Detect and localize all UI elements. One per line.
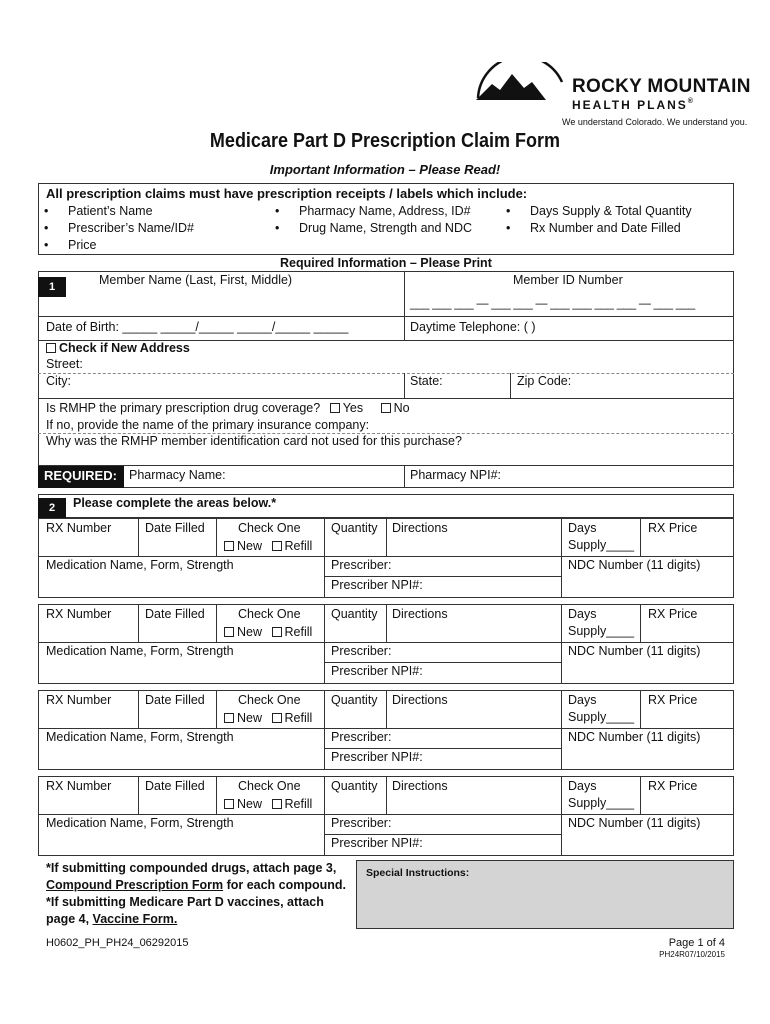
ndc-number-field[interactable]: NDC Number (11 digits) xyxy=(568,644,701,658)
member-id-field[interactable]: ___ ___ ___ — ___ ___ — ___ ___ ___ ___ — ___ ___ xyxy=(410,296,695,310)
refill-checkbox[interactable] xyxy=(272,799,282,809)
section1-number: 1 xyxy=(38,277,66,297)
revision-code: PH24R07/10/2015 xyxy=(659,950,725,959)
days-label: Days xyxy=(568,607,597,621)
vaccine-note-2: page 4, Vaccine Form. xyxy=(46,912,178,926)
form-code: H0602_PH_PH24_06292015 xyxy=(46,937,189,949)
directions-field[interactable]: Directions xyxy=(392,779,448,793)
compound-form-link[interactable]: Compound Prescription Form xyxy=(46,878,224,892)
refill-checkbox[interactable] xyxy=(272,627,282,637)
daytime-phone-field[interactable]: Daytime Telephone: ( ) xyxy=(410,320,536,334)
info-item: • Price xyxy=(68,238,96,252)
pharmacy-npi-field[interactable]: Pharmacy NPI#: xyxy=(410,468,502,482)
info-item: • Rx Number and Date Filled xyxy=(530,221,681,235)
medication-field[interactable]: Medication Name, Form, Strength xyxy=(46,558,234,572)
days-supply-field[interactable]: Supply____ xyxy=(568,624,635,638)
info-item: • Drug Name, Strength and NDC xyxy=(299,221,472,235)
medication-field[interactable]: Medication Name, Form, Strength xyxy=(46,730,234,744)
state-field[interactable]: State: xyxy=(410,374,443,388)
days-label: Days xyxy=(568,779,597,793)
mountain-logo-icon xyxy=(474,62,564,102)
date-filled-field[interactable]: Date Filled xyxy=(145,521,205,535)
info-box-heading: All prescription claims must have prescription receipts / labels which include: xyxy=(46,186,528,201)
prescriber-field[interactable]: Prescriber: xyxy=(331,816,392,830)
prescriber-npi-field[interactable]: Prescriber NPI#: xyxy=(331,750,423,764)
date-filled-field[interactable]: Date Filled xyxy=(145,693,205,707)
new-refill-checkboxes: New Refill xyxy=(224,797,312,811)
ndc-number-field[interactable]: NDC Number (11 digits) xyxy=(568,816,701,830)
directions-field[interactable]: Directions xyxy=(392,693,448,707)
quantity-field[interactable]: Quantity xyxy=(331,779,378,793)
check-one-label: Check One xyxy=(238,779,301,793)
date-filled-field[interactable]: Date Filled xyxy=(145,779,205,793)
special-instructions-label: Special Instructions: xyxy=(366,867,470,879)
directions-field[interactable]: Directions xyxy=(392,607,448,621)
check-one-label: Check One xyxy=(238,693,301,707)
new-checkbox[interactable] xyxy=(224,713,234,723)
section2-number: 2 xyxy=(38,498,66,518)
days-label: Days xyxy=(568,693,597,707)
compound-note: *If submitting compounded drugs, attach page 3, xyxy=(46,861,337,875)
primary-coverage-question: Is RMHP the primary prescription drug coverage? Yes No xyxy=(46,401,410,415)
member-id-label: Member ID Number xyxy=(513,273,623,287)
check-one-label: Check One xyxy=(238,607,301,621)
ndc-number-field[interactable]: NDC Number (11 digits) xyxy=(568,558,701,572)
required-label: REQUIRED: xyxy=(38,466,124,488)
rx-number-field[interactable]: RX Number xyxy=(46,521,112,535)
rx-price-field[interactable]: RX Price xyxy=(648,521,698,535)
new-checkbox[interactable] xyxy=(224,799,234,809)
city-field[interactable]: City: xyxy=(46,374,71,388)
quantity-field[interactable]: Quantity xyxy=(331,693,378,707)
checkbox-icon[interactable] xyxy=(46,343,56,353)
rx-price-field[interactable]: RX Price xyxy=(648,693,698,707)
ndc-number-field[interactable]: NDC Number (11 digits) xyxy=(568,730,701,744)
logo-name-line1: ROCKY MOUNTAIN xyxy=(572,76,751,97)
new-checkbox[interactable] xyxy=(224,627,234,637)
no-checkbox[interactable] xyxy=(381,403,391,413)
new-refill-checkboxes: New Refill xyxy=(224,625,312,639)
days-supply-field[interactable]: Supply____ xyxy=(568,710,635,724)
quantity-field[interactable]: Quantity xyxy=(331,521,378,535)
vaccine-note: *If submitting Medicare Part D vaccines, attach xyxy=(46,895,324,909)
rx-price-field[interactable]: RX Price xyxy=(648,779,698,793)
refill-checkbox[interactable] xyxy=(272,541,282,551)
vaccine-form-link[interactable]: Vaccine Form. xyxy=(92,912,178,926)
new-refill-checkboxes: New Refill xyxy=(224,539,312,553)
new-refill-checkboxes: New Refill xyxy=(224,711,312,725)
registered-mark: ® xyxy=(687,98,693,105)
yes-checkbox[interactable] xyxy=(330,403,340,413)
check-one-label: Check One xyxy=(238,521,301,535)
days-supply-field[interactable]: Supply____ xyxy=(568,796,635,810)
days-label: Days xyxy=(568,521,597,535)
zip-field[interactable]: Zip Code: xyxy=(517,374,572,388)
quantity-field[interactable]: Quantity xyxy=(331,607,378,621)
logo-name-line2: HEALTH PLANS xyxy=(572,98,688,112)
logo xyxy=(474,62,751,132)
directions-field[interactable]: Directions xyxy=(392,521,448,535)
street-field[interactable]: Street: xyxy=(46,357,83,371)
new-checkbox[interactable] xyxy=(224,541,234,551)
logo-tagline: We understand Colorado. We understand you. xyxy=(562,117,748,127)
id-card-reason-field[interactable]: Why was the RMHP member identification card not used for this purchase? xyxy=(46,434,462,448)
primary-insurance-field[interactable]: If no, provide the name of the primary insurance company: xyxy=(46,418,370,432)
rx-number-field[interactable]: RX Number xyxy=(46,693,112,707)
member-name-label: Member Name (Last, First, Middle) xyxy=(99,273,293,287)
subtitle: Important Information – Please Read! xyxy=(269,162,501,177)
days-supply-field[interactable]: Supply____ xyxy=(568,538,635,552)
rx-number-field[interactable]: RX Number xyxy=(46,779,112,793)
info-item: • Patient’s Name xyxy=(68,204,153,218)
info-item: • Prescriber’s Name/ID# xyxy=(68,221,194,235)
info-item: • Days Supply & Total Quantity xyxy=(530,204,692,218)
prescriber-field[interactable]: Prescriber: xyxy=(331,730,392,744)
section2-heading: Please complete the areas below.* xyxy=(73,496,277,510)
prescriber-npi-field[interactable]: Prescriber NPI#: xyxy=(331,836,423,850)
medication-field[interactable]: Medication Name, Form, Strength xyxy=(46,644,234,658)
prescriber-field[interactable]: Prescriber: xyxy=(331,644,392,658)
info-item: • Pharmacy Name, Address, ID# xyxy=(299,204,471,218)
prescriber-npi-field[interactable]: Prescriber NPI#: xyxy=(331,578,423,592)
medication-field[interactable]: Medication Name, Form, Strength xyxy=(46,816,234,830)
prescriber-field[interactable]: Prescriber: xyxy=(331,558,392,572)
compound-note-2: Compound Prescription Form for each compound. xyxy=(46,878,347,892)
prescriber-npi-field[interactable]: Prescriber NPI#: xyxy=(331,664,423,678)
rx-price-field[interactable]: RX Price xyxy=(648,607,698,621)
rx-number-field[interactable]: RX Number xyxy=(46,607,112,621)
date-filled-field[interactable]: Date Filled xyxy=(145,607,205,621)
refill-checkbox[interactable] xyxy=(272,713,282,723)
pharmacy-name-field[interactable]: Pharmacy Name: xyxy=(129,468,226,482)
page-number: Page 1 of 4 xyxy=(668,937,725,949)
required-print-heading: Required Information – Please Print xyxy=(280,256,492,270)
date-of-birth-field[interactable]: Date of Birth: _____ _____/_____ _____/_____ _____ xyxy=(46,320,349,334)
page-title: Medicare Part D Prescription Claim Form xyxy=(209,130,561,152)
new-address-checkbox[interactable]: Check if New Address xyxy=(46,341,190,355)
